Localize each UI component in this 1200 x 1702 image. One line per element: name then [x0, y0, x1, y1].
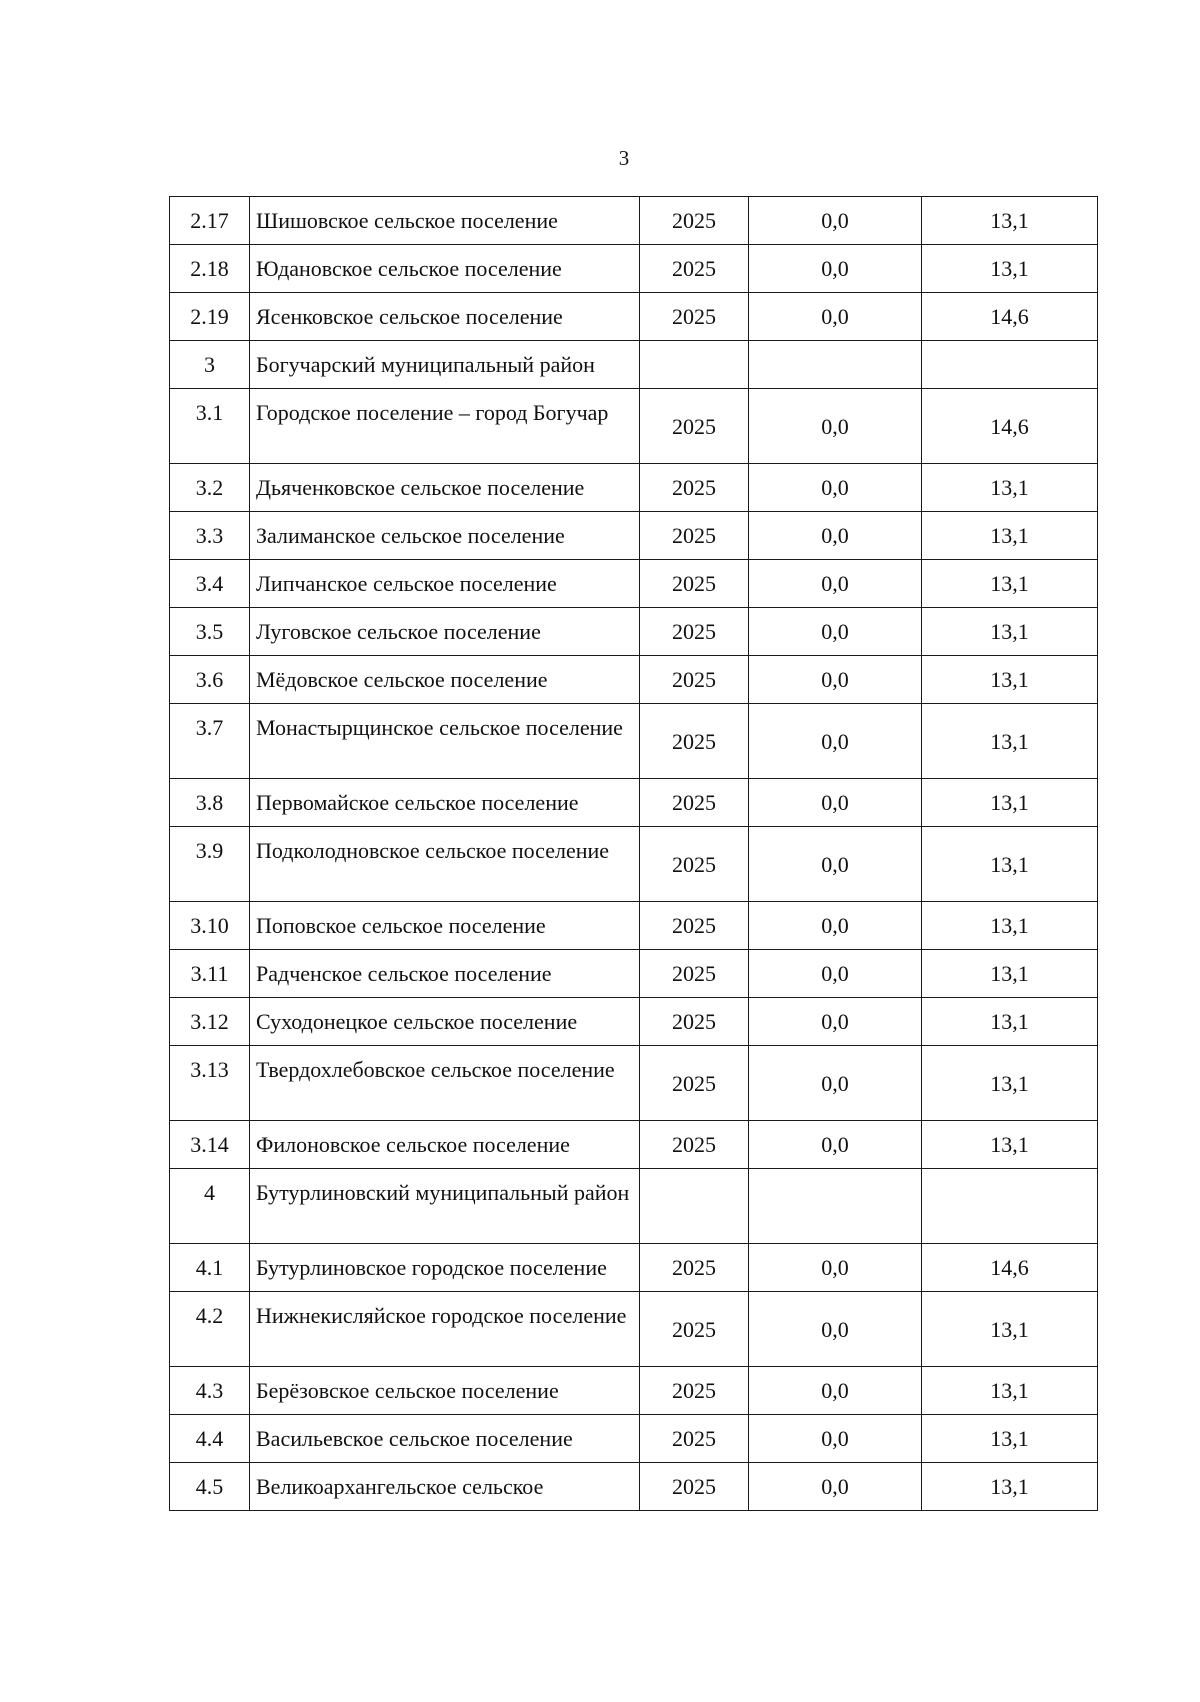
- settlement-name: Радченское сельское поселение: [250, 950, 640, 998]
- table-row: [170, 1367, 1098, 1415]
- row-number: 3.12: [170, 998, 250, 1046]
- row-number: 4.2: [170, 1292, 250, 1367]
- settlement-name: Мёдовское сельское поселение: [250, 656, 640, 704]
- value-cell-2: 13,1: [922, 512, 1098, 560]
- settlement-name: Городское поселение – город Богучар: [250, 389, 640, 464]
- table-row: [170, 1046, 1098, 1121]
- table-row: [170, 1463, 1098, 1511]
- year-cell: 2025: [640, 560, 749, 608]
- value-cell-2: 13,1: [922, 902, 1098, 950]
- year-cell: 2025: [640, 1046, 749, 1121]
- value-cell-1: [749, 341, 922, 389]
- settlement-name: Суходонецкое сельское поселение: [250, 998, 640, 1046]
- row-number: 3.3: [170, 512, 250, 560]
- settlement-name: Залиманское сельское поселение: [250, 512, 640, 560]
- row-number: 3.1: [170, 389, 250, 464]
- row-number: 2.19: [170, 293, 250, 341]
- year-cell: 2025: [640, 779, 749, 827]
- table-row: [170, 950, 1098, 998]
- year-cell: 2025: [640, 197, 749, 245]
- value-cell-1: 0,0: [749, 293, 922, 341]
- year-cell: 2025: [640, 512, 749, 560]
- settlement-name: Шишовское сельское поселение: [250, 197, 640, 245]
- value-cell-1: 0,0: [749, 608, 922, 656]
- value-cell-1: 0,0: [749, 464, 922, 512]
- value-cell-2: 13,1: [922, 1121, 1098, 1169]
- row-number: 3.10: [170, 902, 250, 950]
- table-row: [170, 827, 1098, 902]
- value-cell-1: 0,0: [749, 389, 922, 464]
- value-cell-1: 0,0: [749, 704, 922, 779]
- settlement-name: Твердохлебовское сельское поселение: [250, 1046, 640, 1121]
- district-row: [170, 341, 1098, 389]
- table-row: [170, 389, 1098, 464]
- row-number: 2.17: [170, 197, 250, 245]
- year-cell: 2025: [640, 998, 749, 1046]
- value-cell-2: 13,1: [922, 1367, 1098, 1415]
- row-number: 3.8: [170, 779, 250, 827]
- year-cell: 2025: [640, 389, 749, 464]
- settlement-name: Дьяченковское сельское поселение: [250, 464, 640, 512]
- table-row: [170, 1121, 1098, 1169]
- value-cell-1: 0,0: [749, 1292, 922, 1367]
- table-row: [170, 512, 1098, 560]
- row-number: 2.18: [170, 245, 250, 293]
- district-name: Бутурлиновский муниципальный район: [250, 1169, 640, 1244]
- settlement-name: Берёзовское сельское поселение: [250, 1367, 640, 1415]
- value-cell-1: 0,0: [749, 656, 922, 704]
- table-row: [170, 293, 1098, 341]
- value-cell-2: [922, 341, 1098, 389]
- row-number: 3.7: [170, 704, 250, 779]
- value-cell-2: 13,1: [922, 827, 1098, 902]
- value-cell-1: 0,0: [749, 1463, 922, 1511]
- row-number: 3.4: [170, 560, 250, 608]
- value-cell-2: 13,1: [922, 197, 1098, 245]
- year-cell: [640, 1169, 749, 1244]
- settlement-name: Васильевское сельское поселение: [250, 1415, 640, 1463]
- value-cell-2: 13,1: [922, 608, 1098, 656]
- settlement-name: Нижнекисляйское городское поселение: [250, 1292, 640, 1367]
- table-row: [170, 902, 1098, 950]
- table-row: [170, 197, 1098, 245]
- value-cell-2: 14,6: [922, 293, 1098, 341]
- page-number: 3: [618, 146, 630, 170]
- value-cell-1: 0,0: [749, 827, 922, 902]
- row-number: 4.3: [170, 1367, 250, 1415]
- row-number: 3.2: [170, 464, 250, 512]
- settlement-name: Монастырщинское сельское поселение: [250, 704, 640, 779]
- settlement-name: Бутурлиновское городское поселение: [250, 1244, 640, 1292]
- year-cell: 2025: [640, 1415, 749, 1463]
- value-cell-1: 0,0: [749, 950, 922, 998]
- value-cell-1: 0,0: [749, 1415, 922, 1463]
- value-cell-1: 0,0: [749, 512, 922, 560]
- settlement-name: Ясенковское сельское поселение: [250, 293, 640, 341]
- value-cell-2: 14,6: [922, 1244, 1098, 1292]
- year-cell: 2025: [640, 656, 749, 704]
- row-number: 3.9: [170, 827, 250, 902]
- value-cell-1: 0,0: [749, 1121, 922, 1169]
- row-number: 3.11: [170, 950, 250, 998]
- settlement-name: Первомайское сельское поселение: [250, 779, 640, 827]
- table-row: [170, 779, 1098, 827]
- row-number: 4.5: [170, 1463, 250, 1511]
- year-cell: 2025: [640, 1463, 749, 1511]
- settlement-name: Юдановское сельское поселение: [250, 245, 640, 293]
- value-cell-1: 0,0: [749, 998, 922, 1046]
- table-row: [170, 1415, 1098, 1463]
- row-number: 3.6: [170, 656, 250, 704]
- settlement-name: Липчанское сельское поселение: [250, 560, 640, 608]
- row-number: 3: [170, 341, 250, 389]
- table-row: [170, 1292, 1098, 1367]
- year-cell: 2025: [640, 608, 749, 656]
- year-cell: 2025: [640, 704, 749, 779]
- table-row: [170, 464, 1098, 512]
- value-cell-2: 13,1: [922, 560, 1098, 608]
- value-cell-1: [749, 1169, 922, 1244]
- value-cell-1: 0,0: [749, 902, 922, 950]
- year-cell: 2025: [640, 950, 749, 998]
- table-row: [170, 998, 1098, 1046]
- value-cell-2: 13,1: [922, 245, 1098, 293]
- year-cell: 2025: [640, 1367, 749, 1415]
- year-cell: 2025: [640, 464, 749, 512]
- district-name: Богучарский муниципальный район: [250, 341, 640, 389]
- value-cell-1: 0,0: [749, 197, 922, 245]
- value-cell-1: 0,0: [749, 1367, 922, 1415]
- row-number: 4.1: [170, 1244, 250, 1292]
- year-cell: 2025: [640, 902, 749, 950]
- row-number: 3.14: [170, 1121, 250, 1169]
- settlement-name: Подколодновское сельское поселение: [250, 827, 640, 902]
- row-number: 3.5: [170, 608, 250, 656]
- year-cell: 2025: [640, 1244, 749, 1292]
- table-row: [170, 704, 1098, 779]
- value-cell-2: 13,1: [922, 704, 1098, 779]
- value-cell-2: 13,1: [922, 656, 1098, 704]
- year-cell: 2025: [640, 293, 749, 341]
- table-row: [170, 656, 1098, 704]
- value-cell-2: 13,1: [922, 1292, 1098, 1367]
- year-cell: 2025: [640, 245, 749, 293]
- year-cell: 2025: [640, 827, 749, 902]
- value-cell-1: 0,0: [749, 1244, 922, 1292]
- value-cell-1: 0,0: [749, 245, 922, 293]
- value-cell-2: 13,1: [922, 950, 1098, 998]
- value-cell-2: 13,1: [922, 464, 1098, 512]
- row-number: 3.13: [170, 1046, 250, 1121]
- value-cell-2: [922, 1169, 1098, 1244]
- year-cell: 2025: [640, 1292, 749, 1367]
- table-row: [170, 245, 1098, 293]
- year-cell: [640, 341, 749, 389]
- value-cell-2: 14,6: [922, 389, 1098, 464]
- value-cell-1: 0,0: [749, 560, 922, 608]
- value-cell-2: 13,1: [922, 1463, 1098, 1511]
- district-row: [170, 1169, 1098, 1244]
- settlements-table: [169, 196, 1098, 1511]
- row-number: 4: [170, 1169, 250, 1244]
- table-row: [170, 1244, 1098, 1292]
- value-cell-2: 13,1: [922, 1415, 1098, 1463]
- settlement-name: Великоархангельское сельское: [250, 1463, 640, 1511]
- table-row: [170, 608, 1098, 656]
- row-number: 4.4: [170, 1415, 250, 1463]
- settlement-name: Луговское сельское поселение: [250, 608, 640, 656]
- value-cell-2: 13,1: [922, 998, 1098, 1046]
- table-row: [170, 560, 1098, 608]
- value-cell-2: 13,1: [922, 1046, 1098, 1121]
- value-cell-1: 0,0: [749, 1046, 922, 1121]
- value-cell-2: 13,1: [922, 779, 1098, 827]
- settlement-name: Поповское сельское поселение: [250, 902, 640, 950]
- settlement-name: Филоновское сельское поселение: [250, 1121, 640, 1169]
- year-cell: 2025: [640, 1121, 749, 1169]
- value-cell-1: 0,0: [749, 779, 922, 827]
